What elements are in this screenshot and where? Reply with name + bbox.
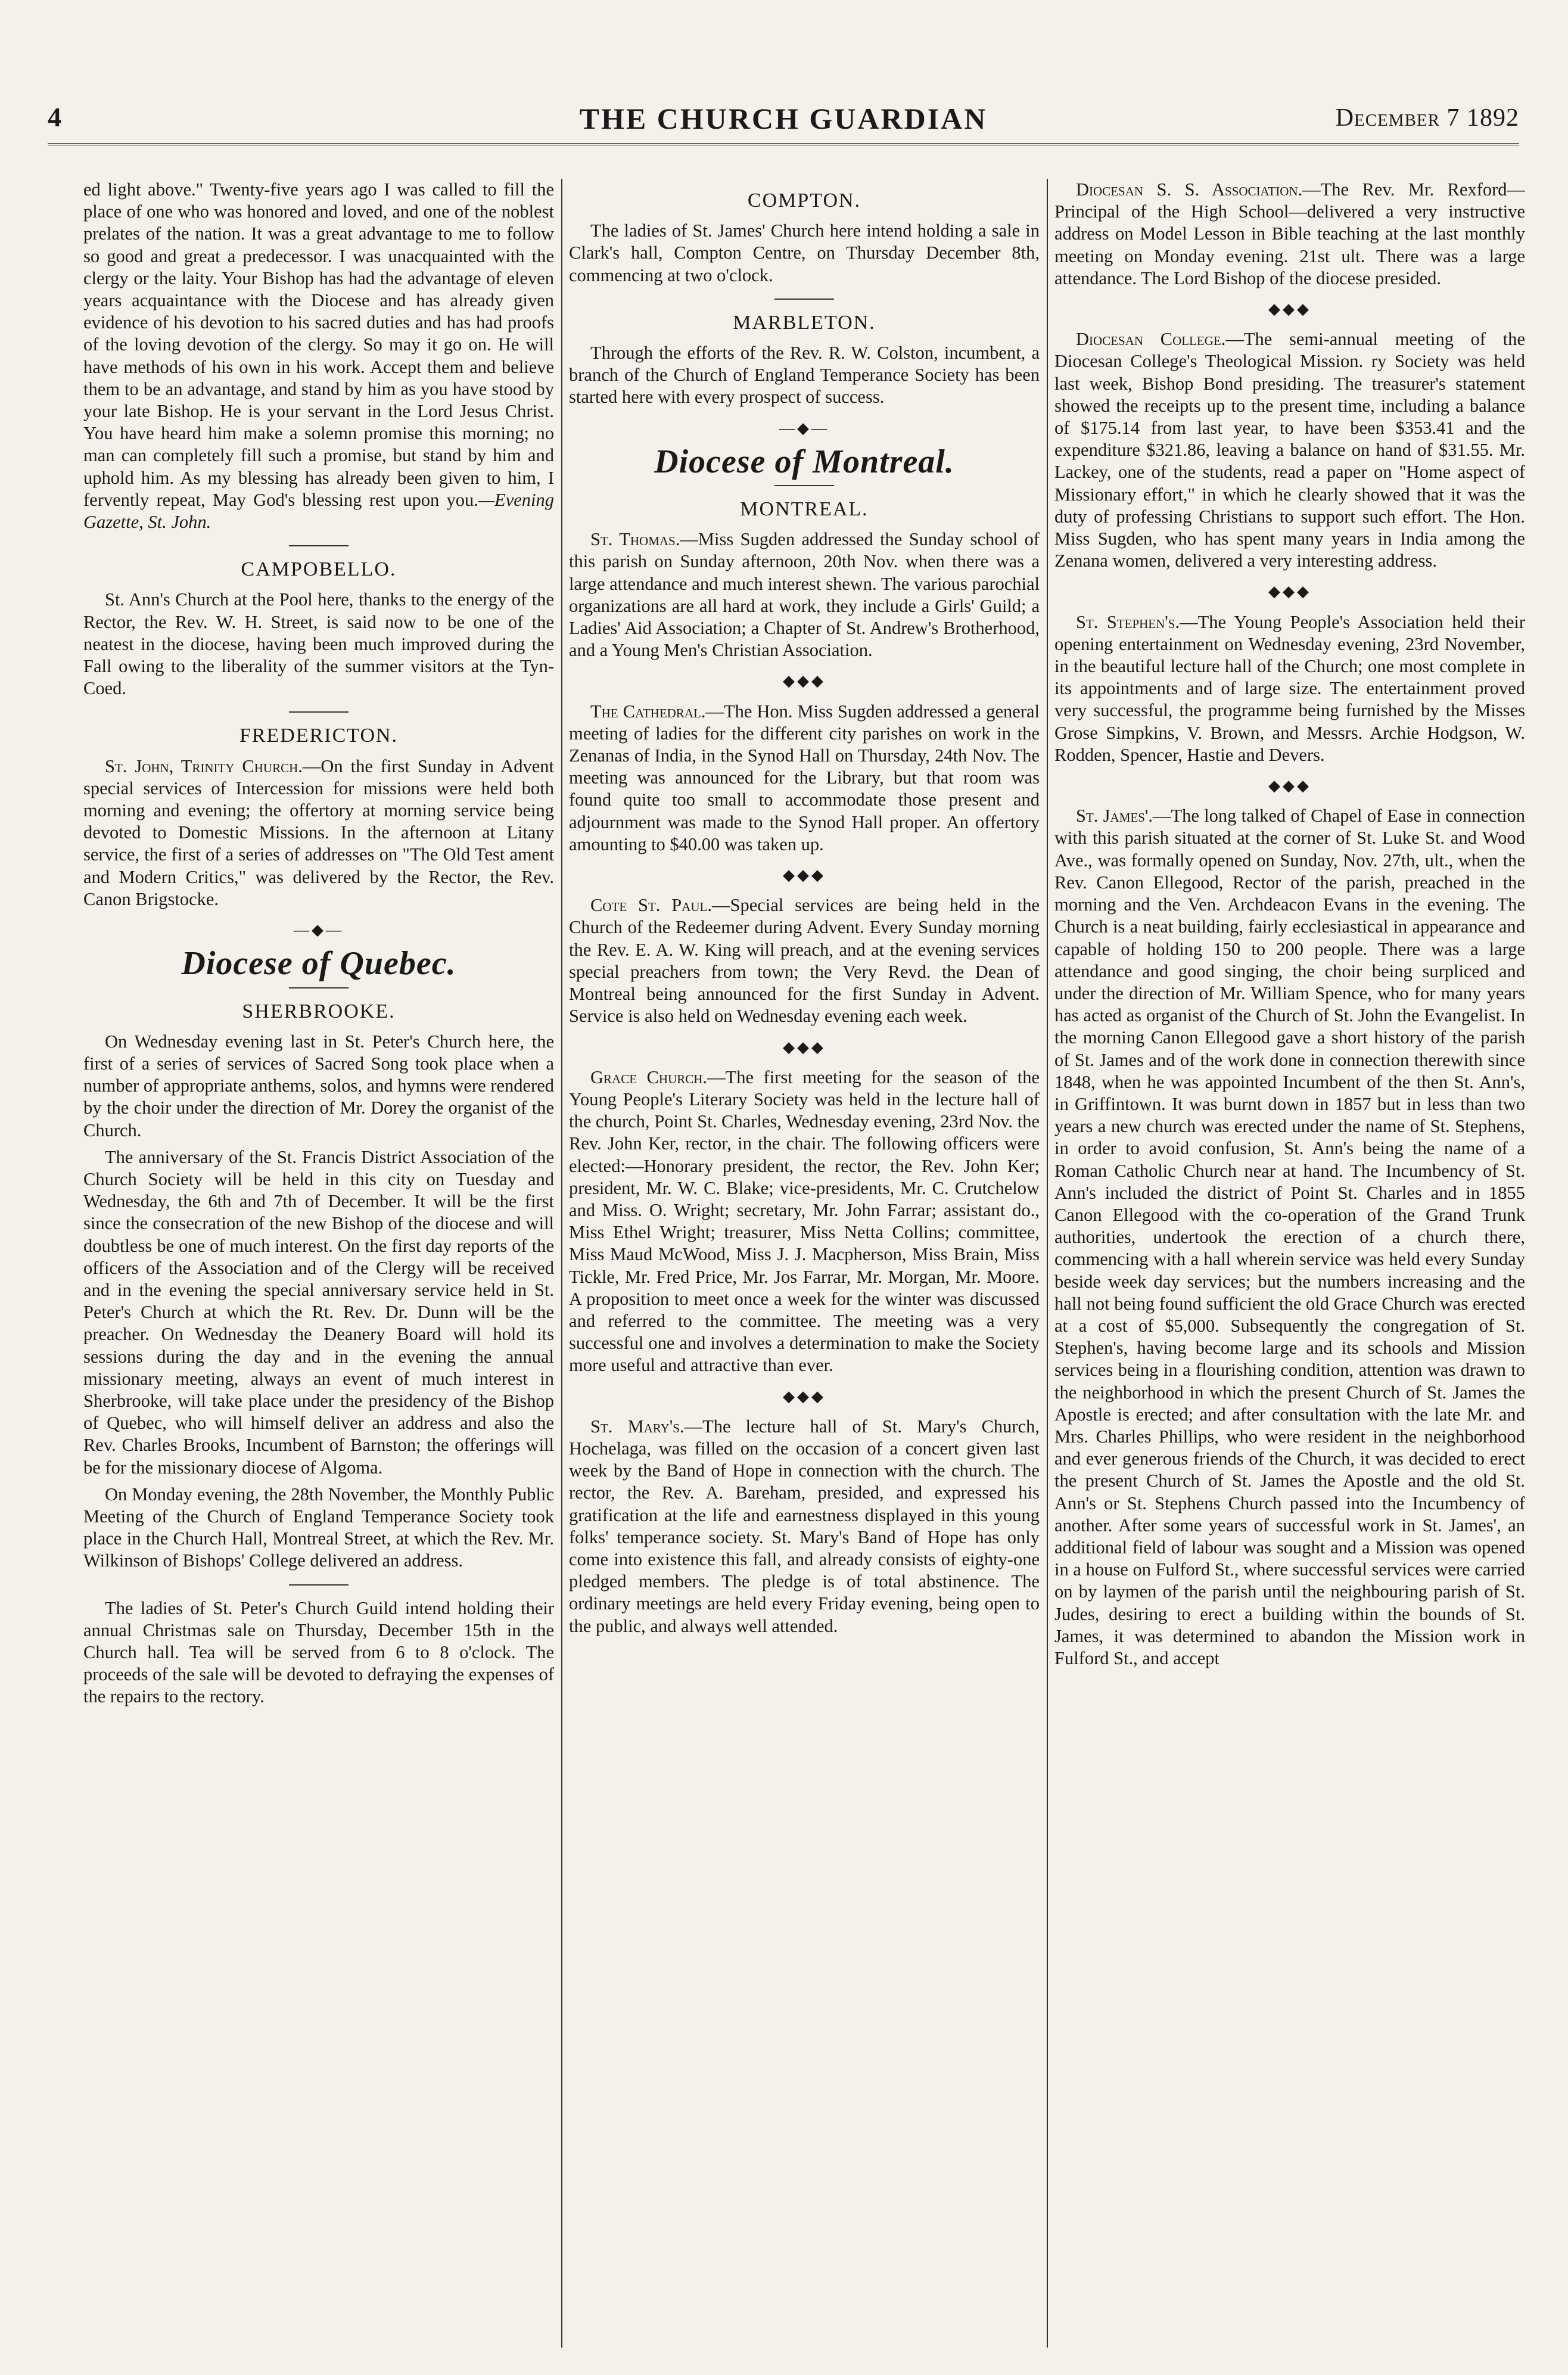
issue-date: December 7 1892 — [1335, 104, 1519, 132]
article-paragraph: Through the efforts of the Rev. R. W. Colston, incumbent, a branch of the Church of England Temperance Society has been started here with every prospect of success. — [569, 343, 1040, 408]
section-heading: SHERBROOKE. — [242, 1000, 396, 1022]
ornament-divider: —◆— — [294, 921, 344, 939]
section-divider — [774, 485, 834, 486]
article-paragraph: St. James'.—The long talked of Chapel of Ease in connection with this parish situated at the corner of St. Luke St. and Wood Ave., was formally opened on Sunday, Nov. 27th, ult., when the Rev. Canon Ellegood, Rector of the parish, preached in the morning and the Ven. Archdeacon Evans in the evening. The Church is a neat building, fairly ecclesiastical in appearance and capable of holding 150 to 200 people. There was a large attendance and good singing, the choir being surpliced and under the direction of Mr. William Spence, who for many years has acted as organist of the Church of St. John the Evangelist. In the morning Canon Ellegood gave a short history of the parish of St. James and of the work done in connection therewith since 1848, when he was appointed Incumbent of the then St. Ann's, in Griffintown. It was burnt down in 1857 but in less than two years a new church was erected under the name of St. Stephens, in order to avoid confusion, St. Ann's being the name of a Roman Catholic Church near at hand. The Incumbency of St. Ann's included the district of Point St. Charles and in 1855 Canon Ellegood with the co-operation of the Grand Trunk authorities, undertook the erection of a church there, commencing with a hall wherein service was held every Sunday beside week day services; but the numbers increasing and the hall not being found sufficient the old Grace Church was erected at a cost of $5,000. Subsequently the congregation of St. Stephen's, having become large and its schools and Mission services being in a flourishing condition, attention was drawn to the neighborhood in which the present Church of St. James the Apostle is erected; and after consultation with the late Mr. and Mrs. Charles Phillips, who were resident in the neighborhood and ever generous friends of the Church, it was decided to erect the present Church of St. James the Apostle and the old St. Ann's or St. Stephens Church passed into the Incumbency of another. After some years of successful work in St. James', an additional field of labour was sought and a Mission was opened in a house on Fulford St., where successful services were carried on by laymen of the parish until the neighbouring parish of St. Judes, desiring to erect a building within the bounds of St. James, it was determined to abandon the Mission work in Fulford St., and accept — [1054, 806, 1525, 1668]
column-1 — [83, 179, 554, 2360]
newspaper-title: THE CHURCH GUARDIAN — [579, 102, 988, 135]
article-paragraph: St. Ann's Church at the Pool here, thanks to the energy of the Rector, the Rev. W. H. Street, is said now to be one of the neatest in the diocese, having been much improved during the Fall owing to the liberality of the summer visitors at the Tyn-Coed. — [83, 589, 554, 699]
section-heading: MONTREAL. — [740, 498, 869, 521]
section-divider — [289, 1584, 349, 1586]
ornament-divider: ◆◆◆ — [783, 866, 826, 884]
article-paragraph: The Cathedral.—The Hon. Miss Sugden addressed a general meeting of ladies for the different city parishes on work in the Zenanas of India, in the Synod Hall on Thursday, 24th Nov. The meeting was announced for the Library, but that room was found quite too small to accommodate those present and adjournment was made to the Synod Hall proper. An offertory amounting to $40.00 was taken up. — [569, 701, 1040, 854]
diocese-heading: Diocese of Montreal. — [654, 443, 954, 480]
column-2 — [569, 179, 1040, 2360]
column-rule — [561, 179, 562, 2348]
page-number: 4 — [48, 102, 61, 132]
ornament-divider: ◆◆◆ — [1268, 300, 1311, 318]
article-paragraph: St. Thomas.—Miss Sugden addressed the Sunday school of this parish on Sunday afternoon, 20th Nov. when there was a large attendance and much interest shewn. The various parochial organizations are all hard at work, they include a Girls' Guild; a Ladies' Aid Association; a Chapter of St. Andrew's Brotherhood, and a Young Men's Christian Association. — [569, 529, 1040, 661]
section-divider — [289, 987, 349, 988]
ornament-divider: ◆◆◆ — [783, 672, 826, 690]
ornament-divider: ◆◆◆ — [783, 1038, 826, 1056]
section-heading: COMPTON. — [747, 189, 861, 212]
article-paragraph: The ladies of St. Peter's Church Guild intend holding their annual Christmas sale on Thursday, December 15th in the Church hall. Tea will be served from 6 to 8 o'clock. The proceeds of the sale will be devoted to defraying the expenses of the repairs to the rectory. — [83, 1597, 554, 1707]
article-paragraph: Grace Church.—The first meeting for the season of the Young People's Literary Society was held in the lecture hall of the church, Point St. Charles, Wednesday evening, 23rd Nov. the Rev. John Ker, rector, in the chair. The following officers were elected:—Honorary president, the rector, the Rev. John Ker; president, Mr. W. C. Blake; vice-presidents, Mr. C. Crutchelow and Miss. O. Wright; secretary, Mr. John Farrar; assistant do., Miss Ethel Wright; treasurer, Miss Netta Collins; committee, Miss Maud McWood, Miss J. J. Macpherson, Miss Brain, Miss Tickle, Mr. Fred Price, Mr. Jos Farrar, Mr. Morgan, Mr. Moore. A proposition to meet once a week for the winter was discussed and referred to the committee. The meeting was a very successful one and involves a determination to make the Society more useful and attractive than ever. — [569, 1067, 1040, 1376]
section-heading: CAMPOBELLO. — [241, 558, 397, 581]
ornament-divider: —◆— — [779, 419, 829, 437]
section-divider — [289, 711, 349, 713]
article-paragraph: St. John, Trinity Church.—On the first Sunday in Advent special services of Intercession for missions were held both morning and evening; the offertory at morning service being devoted to Domestic Missions. In the afternoon at Litany service, the first of a series of addresses on "The Old Test ament and Modern Critics," was delivered by the Rector, the Rev. Canon Brigstocke. — [83, 756, 554, 909]
article-paragraph: St. Mary's.—The lecture hall of St. Mary's Church, Hochelaga, was filled on the occasion of a concert given last week by the Band of Hope in connection with the church. The rector, the Rev. A. Bareham, presided, and expressed his gratification at the life and earnestness displayed in this young folks' temperance society. St. Mary's Band of Hope has only come into existence this fall, and already consists of eighty-one pledged members. The pledge is of total abstinence. The ordinary meetings are held every Friday evening, being open to the public, and always well attended. — [569, 1416, 1040, 1636]
article-paragraph: On Monday evening, the 28th November, the Monthly Public Meeting of the Church of England Temperance Society took place in the Church Hall, Montreal Street, at which the Rev. Mr. Wilkinson of Bishops' College delivered an address. — [83, 1484, 554, 1571]
section-divider — [289, 545, 349, 546]
column-rule — [1047, 179, 1048, 2348]
section-divider — [774, 299, 834, 300]
masthead — [48, 101, 1519, 145]
article-paragraph: On Wednesday evening last in St. Peter's Church here, the first of a series of services of Sacred Song took place when a number of appropriate anthems, solos, and hymns were rendered by the choir under the direction of Mr. Dorey the organist of the Church. — [83, 1031, 554, 1140]
article-paragraph: St. Stephen's.—The Young People's Association held their opening entertainment on Wednesday evening, 23rd November, in the beautiful lecture hall of the Church; one most complete in its appointments and of large size. The entertainment proved very successful, the programme being furnished by the Misses Grose Simpkins, V. Brown, and Messrs. Archie Hodgson, W. Rodden, Spencer, Hastie and Devers. — [1054, 611, 1525, 765]
ornament-divider: ◆◆◆ — [1268, 777, 1311, 795]
article-paragraph: Diocesan S. S. Association.—The Rev. Mr. Rexford—Principal of the High School—delivered a very instructive address on Model Lesson in Bible teaching at the last monthly meeting on Monday evening. 21st ult. There was a large attendance. The Lord Bishop of the diocese presided. — [1054, 179, 1525, 288]
diocese-heading: Diocese of Quebec. — [181, 945, 456, 983]
column-3 — [1054, 179, 1525, 2360]
article-paragraph: Cote St. Paul.—Special services are being held in the Church of the Redeemer during Advent. Every Sunday morning the Rev. E. A. W. King will preach, and at the evening services special preachers from town; the Very Revd. the Dean of Montreal being announced for the first Sunday in Advent. Service is also held on Wednesday evening each week. — [569, 895, 1040, 1027]
article-paragraph: The anniversary of the St. Francis District Association of the Church Society will be held in this city on Tuesday and Wednesday, the 6th and 7th of December. It will be the first since the consecration of the new Bishop of the diocese and will doubtless be one of much interest. On the first day reports of the officers of the Association and of the Clergy will be received and in the evening the special anniversary service held in St. Peter's Church at which the Rt. Rev. Dr. Dunn will be the preacher. On Wednesday the Deanery Board will hold its sessions during the day and in the evening the annual missionary meeting, always an event of much interest in Sherbrooke, will take place under the presidency of the Bishop of Quebec, who will himself deliver an address and also the Rev. Charles Brooks, Incumbent of Barnston; the offerings will be for the missionary diocese of Algoma. — [83, 1146, 554, 1478]
article-paragraph: ed light above." Twenty-five years ago I was called to fill the place of one who was honored and loved, and one of the noblest prelates of the nation. It was a great advantage to me to follow so good and great a predecessor. I was unacquainted with the clergy or the laity. Your Bishop has had the advantage of eleven years acquaintance with the Diocese and has already given evidence of his devotion to his sacred duties and has had proofs of the loving devotion of the clergy. So may it go on. He will have methods of his own in his work. Accept them and believe them to be an advantage, and stand by him as you have stood by your late Bishop. He is your servant in the Lord Jesus Christ. You have heard him make a solemn promise this morning; no man can completely fill such a promise, but stand by him and uphold him. As my blessing has already been given to him, I fervently repeat, May God's blessing rest upon you.—Evening Gazette, St. John. — [83, 179, 554, 533]
ornament-divider: ◆◆◆ — [1268, 583, 1311, 601]
ornament-divider: ◆◆◆ — [783, 1387, 826, 1405]
section-heading: FREDERICTON. — [239, 725, 399, 747]
section-heading: MARBLETON. — [733, 311, 876, 334]
article-paragraph: Diocesan College.—The semi-annual meeting of the Diocesan College's Theological Mission. ry Society was held last week, Bishop Bond presiding. The treasurer's statement showed the receipts up to the present time, including a balance of $175.14 from last year, to have been $353.41 and the expenditure $321.86, leaving a balance on hand of $31.55. Mr. Lackey, one of the students, read a paper on "Home aspect of Missionary effort," in which he clearly showed that it was the duty of professing Christians to support such effort. The Hon. Miss Sugden, who has spent many years in India among the Zenana women, delivered a very interesting address. — [1054, 329, 1525, 571]
article-paragraph: The ladies of St. James' Church here intend holding a sale in Clark's hall, Compton Centre, on Thursday December 8th, commencing at two o'clock. — [569, 220, 1040, 285]
